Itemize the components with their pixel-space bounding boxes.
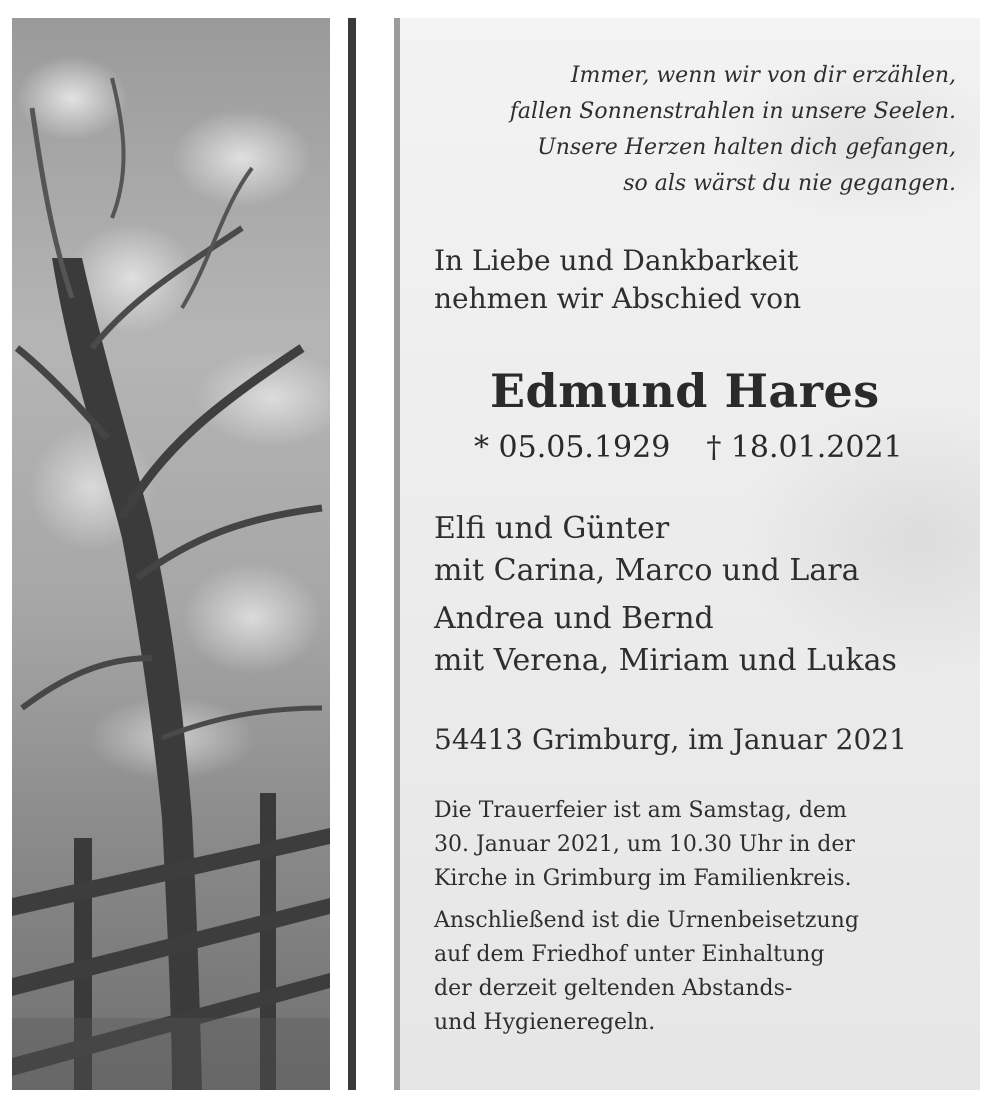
motto-line: Unsere Herzen halten dich gefangen, — [537, 135, 956, 160]
notice-paragraph — [434, 904, 859, 1040]
notice-line: auf dem Friedhof unter Einhaltung — [434, 942, 825, 967]
death-date: † 18.01.2021 — [706, 430, 903, 465]
intro-line: nehmen wir Abschied von — [434, 282, 802, 315]
notice-line: Kirche in Grimburg im Familienkreis. — [434, 866, 852, 891]
family-group — [434, 598, 897, 682]
intro-line: In Liebe und Dankbarkeit — [434, 244, 799, 277]
family-mourners — [434, 508, 897, 688]
notice-line: Anschließend ist die Urnenbeisetzung — [434, 908, 859, 933]
intro-text — [434, 242, 801, 318]
divider-white — [330, 18, 348, 1090]
divider-white-wide — [356, 18, 394, 1090]
birth-date: * 05.05.1929 — [474, 430, 671, 465]
tree-illustration — [12, 18, 330, 1090]
notice-line: Die Trauerfeier ist am Samstag, dem — [434, 798, 847, 823]
place-date: 54413 Grimburg, im Januar 2021 — [434, 723, 907, 756]
family-line: mit Verena, Miriam und Lukas — [434, 643, 897, 678]
tree-fence-photo — [12, 18, 330, 1090]
funeral-notice — [434, 794, 859, 1048]
text-panel — [400, 18, 980, 1090]
family-group — [434, 508, 897, 592]
motto-line: fallen Sonnenstrahlen in unsere Seelen. — [509, 99, 956, 124]
family-line: mit Carina, Marco und Lara — [434, 553, 860, 588]
notice-line: 30. Januar 2021, um 10.30 Uhr in der — [434, 832, 855, 857]
family-line: Elfi und Günter — [434, 511, 670, 546]
motto-line: Immer, wenn wir von dir erzählen, — [570, 63, 956, 88]
obituary-card — [12, 18, 980, 1090]
notice-line: der derzeit geltenden Abstands- — [434, 976, 793, 1001]
life-dates — [474, 428, 903, 468]
deceased-name: Edmund Hares — [490, 364, 880, 418]
notice-line: und Hygieneregeln. — [434, 1010, 656, 1035]
family-line: Andrea und Bernd — [434, 601, 714, 636]
motto-poem — [510, 58, 956, 202]
motto-line: so als wärst du nie gegangen. — [623, 171, 956, 196]
notice-paragraph — [434, 794, 859, 896]
divider-black — [348, 18, 356, 1090]
